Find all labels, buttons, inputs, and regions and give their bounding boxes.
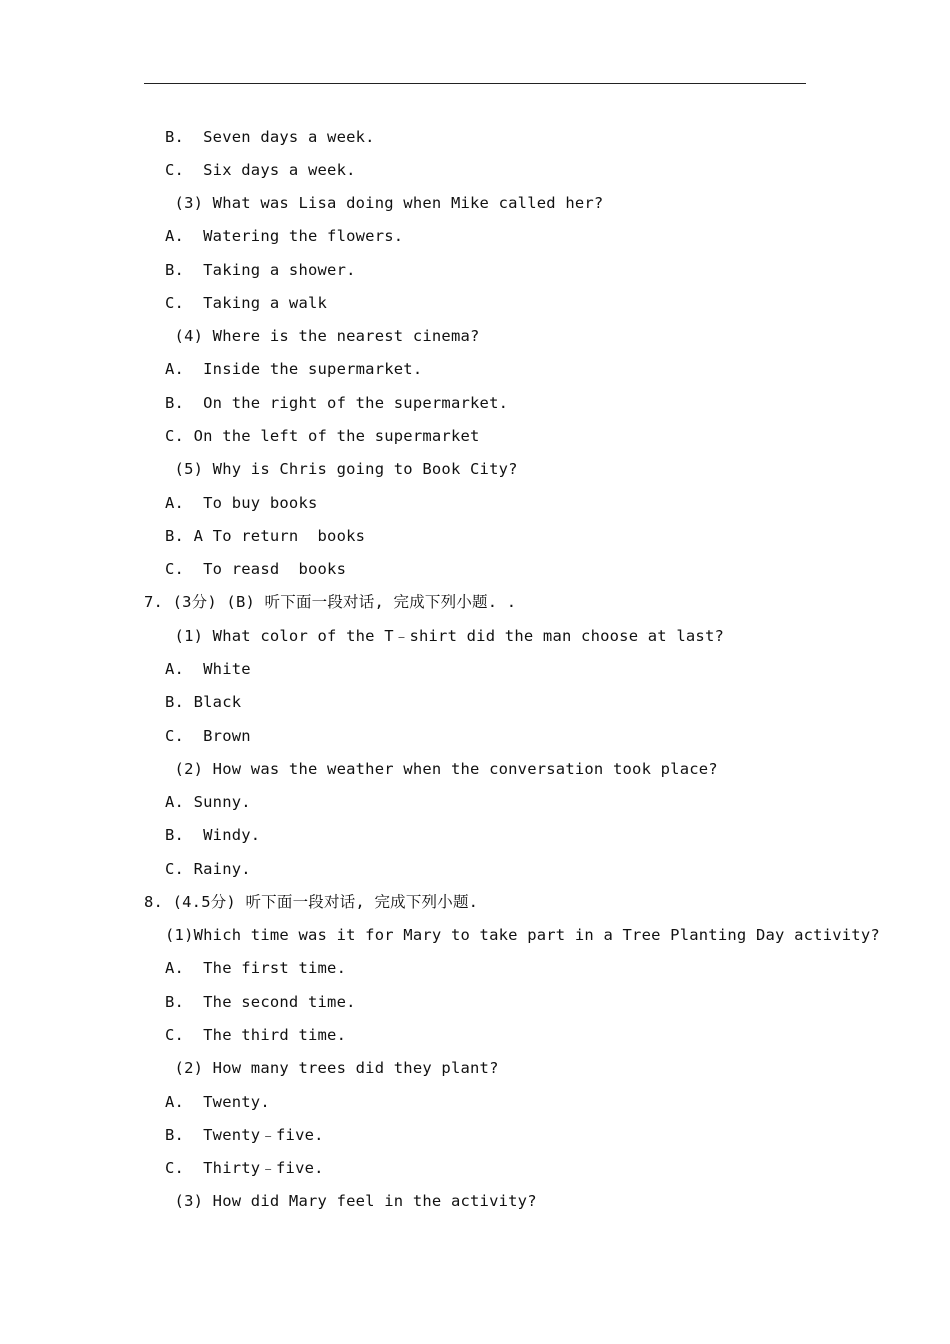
- option-line: C. The third time.: [165, 1026, 347, 1044]
- option-line: C. On the left of the supermarket: [165, 427, 480, 445]
- option-line: A. Inside the supermarket.: [165, 360, 423, 378]
- question-line: (1)Which time was it for Mary to take part in a Tree Planting Day activity?: [165, 926, 880, 944]
- option-line: B. Taking a shower.: [165, 261, 356, 279]
- option-line: C. Brown: [165, 727, 251, 745]
- option-line: A. To buy books: [165, 494, 318, 512]
- question-line: (2) How was the weather when the conversation took place?: [165, 760, 718, 778]
- option-line: B. Windy.: [165, 826, 261, 844]
- question-line: (1) What color of the T﹣shirt did the man choose at last?: [165, 627, 725, 645]
- option-line: B. On the right of the supermarket.: [165, 394, 509, 412]
- question-number-line: 7. (3分) (B) 听下面一段对话, 完成下列小题. .: [144, 593, 517, 611]
- option-line: A. White: [165, 660, 251, 678]
- question-number-line: 8. (4.5分) 听下面一段对话, 完成下列小题.: [144, 893, 479, 911]
- option-line: B. The second time.: [165, 993, 356, 1011]
- question-line: (2) How many trees did they plant?: [165, 1059, 499, 1077]
- option-line: B. Black: [165, 693, 242, 711]
- option-line: A. Watering the flowers.: [165, 227, 404, 245]
- option-line: C. Six days a week.: [165, 161, 356, 179]
- option-line: C. Rainy.: [165, 860, 251, 878]
- question-line: (4) Where is the nearest cinema?: [165, 327, 480, 345]
- option-line: A. The first time.: [165, 959, 347, 977]
- question-line: (3) How did Mary feel in the activity?: [165, 1192, 537, 1210]
- option-line: A. Twenty.: [165, 1093, 270, 1111]
- option-line: C. Thirty﹣five.: [165, 1159, 324, 1177]
- header-rule: [144, 83, 806, 84]
- option-line: A. Sunny.: [165, 793, 251, 811]
- option-line: B. A To return books: [165, 527, 366, 545]
- option-line: B. Twenty﹣five.: [165, 1126, 324, 1144]
- option-line: B. Seven days a week.: [165, 128, 375, 146]
- question-line: (5) Why is Chris going to Book City?: [165, 460, 518, 478]
- option-line: C. To reasd books: [165, 560, 347, 578]
- question-line: (3) What was Lisa doing when Mike called her?: [165, 194, 604, 212]
- option-line: C. Taking a walk: [165, 294, 328, 312]
